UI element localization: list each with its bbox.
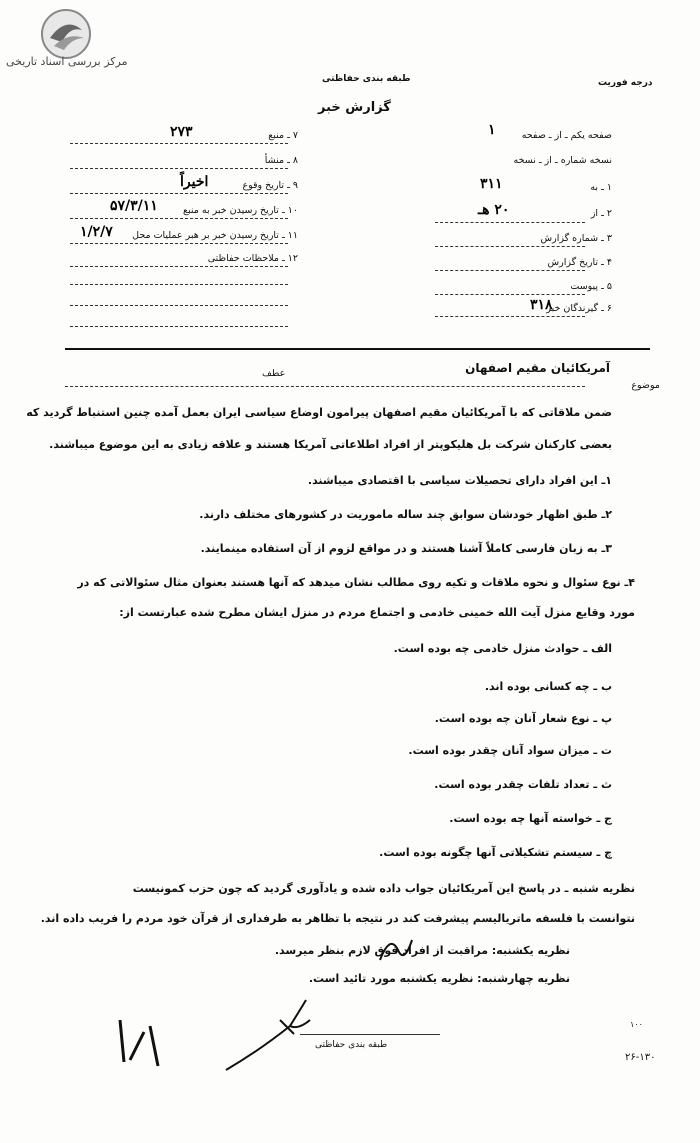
value-local-date: ۱/۲/۷ [80,224,113,240]
signature-small [376,930,416,970]
field-9-event-date: ۹ ـ تاریخ وقوع [242,180,298,191]
archive-name: مرکز بررسی اسناد تاریخی [6,55,128,68]
value-from: ۲۰ هـ [478,202,510,218]
value-event-date: اخیراً [180,174,209,190]
body-line: ۱ـ این افراد دارای تحصیلات سیاسی با اقتصادی میباشند. [307,474,612,487]
field-copy-from: نسخه شماره ـ از ـ نسخه [513,155,612,166]
field-12-notes: ۱۲ ـ ملاحظات حفاظتی [207,253,298,264]
blank-line [70,243,288,244]
blank-line [70,284,288,285]
report-title: گزارش خبر [318,100,391,115]
separator [65,348,650,350]
field-4-report-date: ۴ ـ تاریخ گزارش [547,257,612,268]
blank-line [70,218,288,219]
list-item: ت ـ میزان سواد آنان چقدر بوده است. [408,744,612,757]
field-1-to: ۱ ـ به [590,182,612,193]
blank-line [70,305,288,306]
blank-line [70,326,288,327]
list-item: چ ـ سیستم تشکیلاتی آنها چگونه بوده است. [379,846,612,859]
value-recipients: ۳۱۸ [530,297,553,313]
value-page: ۱ [488,122,496,138]
field-8-origin: ۸ ـ منشأ [264,155,298,166]
list-item: پ ـ نوع شعار آنان چه بوده است. [434,712,612,725]
blank-line [70,193,288,194]
field-6-recipients: ۶ ـ گیرندگان خبر [546,303,612,314]
field-7-source: ۷ ـ منبع [268,130,298,141]
value-to: ۳۱۱ [480,176,503,192]
field-3-report-number: ۳ ـ شماره گزارش [540,233,612,244]
body-line: ۴ـ نوع سئوال و نحوه ملاقات و تکیه روی مطالب نشان میدهد که آنها هستند بعنوان مثال سئوالاتی که در [77,576,635,589]
blank-line [435,270,585,271]
blank-line [435,316,585,317]
signature [220,990,330,1080]
body-line: ضمن ملاقاتی که با آمریکائیان مقیم اصفهان پیرامون اوضاع سیاسی ایران بعمل آمده چنین استنباط گردید که [26,406,612,419]
list-item: ب ـ چه کسانی بوده اند. [484,680,612,693]
classification-label: طبقه بندی حفاظتی [322,74,411,84]
body-line: نظریه یکشنبه: مراقبت از افراد فوق لازم بنظر میرسد. [274,944,570,957]
blank-line [70,266,288,267]
blank-line [435,294,585,295]
subject-label: موضوع [631,380,660,391]
blank-line [70,143,288,144]
body-line: مورد وقایع منزل آیت الله خمینی خادمی و اجتماع مردم در منزل ایشان مطرح شده عبارتست از: [119,606,635,619]
list-item: ث ـ تعداد تلفات چقدر بوده است. [434,778,612,791]
value-received-date: ۵۷/۳/۱۱ [110,198,158,214]
body-line: نتوانست با فلسفه ماتریالیسم پیشرفت کند در نتیجه با تظاهر به طرفداری از قرآن خود مردم را فریب داده اند. [40,912,635,925]
footer-mark: ۱۰۰ [630,1020,643,1029]
field-5-attachment: ۵ ـ پیوست [570,281,612,292]
body-line: نظریه شنبه ـ در پاسخ این آمریکائیان جواب داده شده و یادآوری گردید که چون حزب کمونیست [132,882,635,895]
body-line: ۲ـ طبق اظهار خودشان سوابق چند ساله ماموریت در کشورهای مختلف دارند. [199,508,612,521]
subject-underline [65,386,585,387]
footer-classification: طبقه بندی حفاظتی [315,1040,388,1050]
field-page-from: صفحه یکم ـ از ـ صفحه [521,130,612,141]
field-2-from: ۲ ـ از [590,208,612,219]
archive-logo [40,8,92,60]
body-line: ۳ـ به زبان فارسی کاملاً آشنا هستند و در مواقع لزوم از آن استفاده مینمایند. [200,542,612,555]
handwritten-mark [108,1012,168,1072]
list-item: الف ـ حوادث منزل خادمی چه بوده است. [393,642,612,655]
urgency-label: درجه فوریت [598,78,653,88]
body-line: نظریه چهارشنبه: نظریه یکشنبه مورد تائید است. [308,972,570,985]
blank-line [70,168,288,169]
form-number: ۲۶-۱۳۰ [625,1052,656,1063]
field-10-received-date: ۱۰ ـ تاریخ رسیدن خبر به منبع [183,205,298,216]
reference-mark: عطف [262,368,286,379]
blank-line [435,222,585,223]
body-line: بعضی کارکنان شرکت بل هلیکوپتر از افراد اطلاعاتی آمریکا هستند و علاقه زیادی به این موضوع میباشند. [49,438,612,451]
archive-logo-icon [40,8,92,60]
footer-line [300,1034,440,1035]
blank-line [435,246,585,247]
subject-value: آمریکائیان مقیم اصفهان [465,361,610,375]
list-item: ج ـ خواسته آنها چه بوده است. [449,812,612,825]
value-source: ۲۷۳ [170,124,193,140]
field-11-local-date: ۱۱ ـ تاریخ رسیدن خبر بر هبر عملیات محل [132,230,298,241]
